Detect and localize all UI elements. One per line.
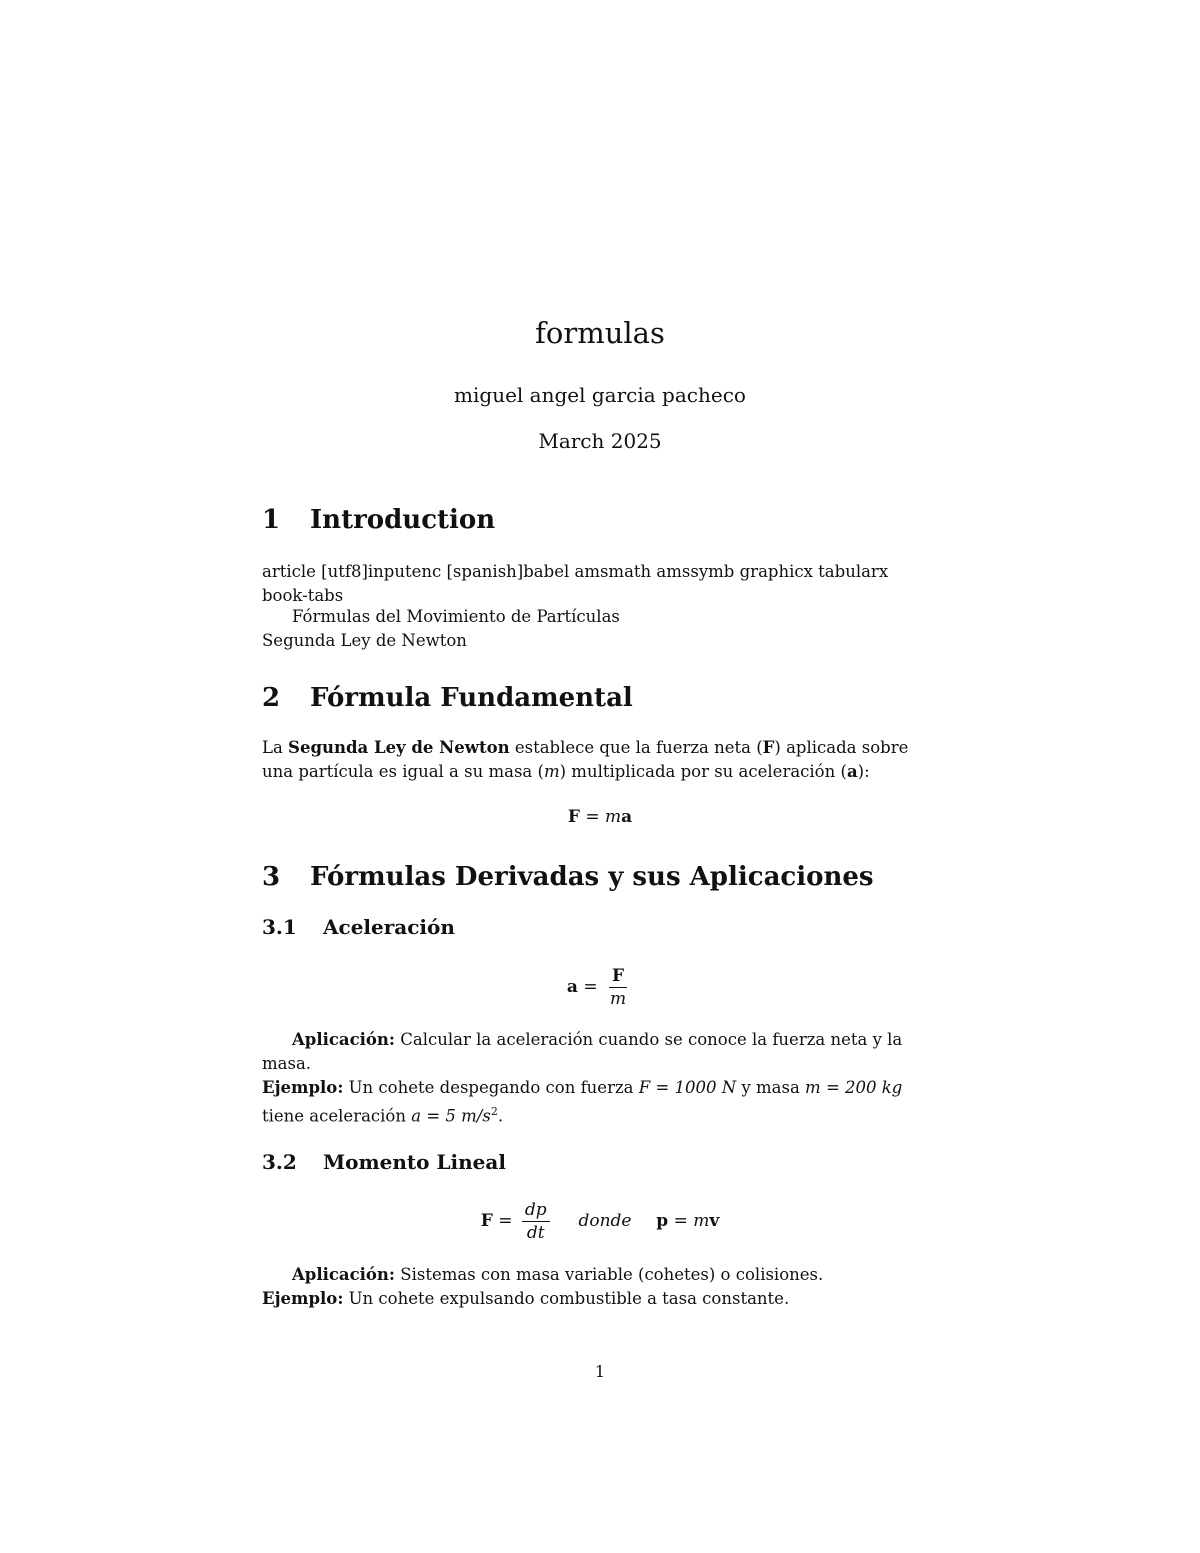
fraction-numerator [522,1200,550,1222]
document-title: formulas [535,316,665,350]
application-label: Aplicación: [292,1030,396,1049]
fundamental-paragraph [262,736,938,784]
subsection-number: 3.2 [262,1150,297,1174]
subsection-number: 3.1 [262,915,297,939]
application-text: Calcular la aceleración cuando se conoce la fuerza neta y la masa. [262,1030,903,1073]
equation-newton [0,807,1200,827]
intro-preamble-text: article [utf8]inputenc [spanish]babel amsmath amssymb graphicx tabularx book-tabs [262,562,889,605]
math-expression: F = 1000 N [638,1078,737,1097]
momento-application [262,1263,938,1287]
math-word: donde [578,1211,632,1231]
subsection-heading-aceleracion [262,915,455,939]
fraction-numerator: F [609,966,627,988]
text-run: . [497,1106,504,1126]
fraction [607,966,629,1009]
application-label: Aplicación: [292,1265,396,1284]
math-symbol: a [566,977,578,997]
section-number: 1 [262,505,281,535]
math-expression: a = 5 m/s [411,1106,491,1126]
section-heading-introduction [262,505,495,535]
text-run: y masa [741,1078,800,1097]
text-run: Un cohete despegando con fuerza [348,1078,634,1097]
section-title: Fórmula Fundamental [310,683,633,713]
subsection-title: Momento Lineal [323,1150,506,1174]
equation-momento [0,1200,1200,1243]
subsection-title: Aceleración [323,915,455,939]
math-symbol: m [605,807,622,827]
math-symbol: F [567,807,580,827]
equation-aceleracion [0,966,1200,1009]
intro-line-newton: Segunda Ley de Newton [262,631,467,650]
fraction-denominator: dt [526,1223,545,1243]
document-author: miguel angel garcia pacheco [454,383,746,407]
section-number: 2 [262,683,281,713]
fraction-denominator: m [609,989,627,1009]
math-symbol: F [480,1211,493,1231]
math-symbol: a [846,762,858,781]
bold-term: Segunda Ley de Newton [288,738,510,757]
intro-line-formulas: Fórmulas del Movimiento de Partículas [292,607,620,626]
page-number: 1 [594,1362,606,1381]
text-run: ) multiplicada por su aceleración ( [559,762,847,781]
math-symbol: a [621,807,633,827]
text-run: ) aplicada sobre una partícula es igual a su masa ( [262,738,909,781]
section-title: Introduction [310,505,496,535]
example-text: Un cohete expulsando combustible a tasa constante. [348,1289,790,1308]
math-expression: m = 200 kg [805,1078,903,1097]
math-operator: = [583,977,598,997]
math-operator: = [673,1211,688,1231]
text-run: ): [857,762,870,781]
math-operator: = [498,1211,513,1231]
section-number: 3 [262,862,281,892]
superscript: 2 [490,1105,498,1118]
section-title: Fórmulas Derivadas y sus Aplicaciones [310,862,874,892]
text-run: tiene aceleración [262,1106,406,1126]
math-symbol: dp [524,1200,547,1220]
document-date: March 2025 [538,429,662,453]
application-text: Sistemas con masa variable (cohetes) o colisiones. [400,1265,824,1284]
fraction [522,1200,550,1243]
text-run: establece que la fuerza neta ( [514,738,763,757]
math-symbol: m [543,762,560,781]
math-symbol: F [762,738,775,757]
math-symbol: v [709,1211,720,1231]
aceleracion-application [262,1028,938,1076]
math-operator: = [585,807,605,827]
math-symbol: p [656,1211,669,1231]
example-label: Ejemplo: [262,1289,344,1308]
section-heading-formulas-derivadas [262,862,874,892]
subsection-heading-momento-lineal [262,1150,506,1174]
text-run: La [262,738,283,757]
section-heading-formula-fundamental [262,683,633,713]
momento-example [262,1287,938,1311]
math-symbol: m [693,1211,710,1231]
aceleracion-example [262,1076,938,1129]
example-label: Ejemplo: [262,1078,344,1097]
